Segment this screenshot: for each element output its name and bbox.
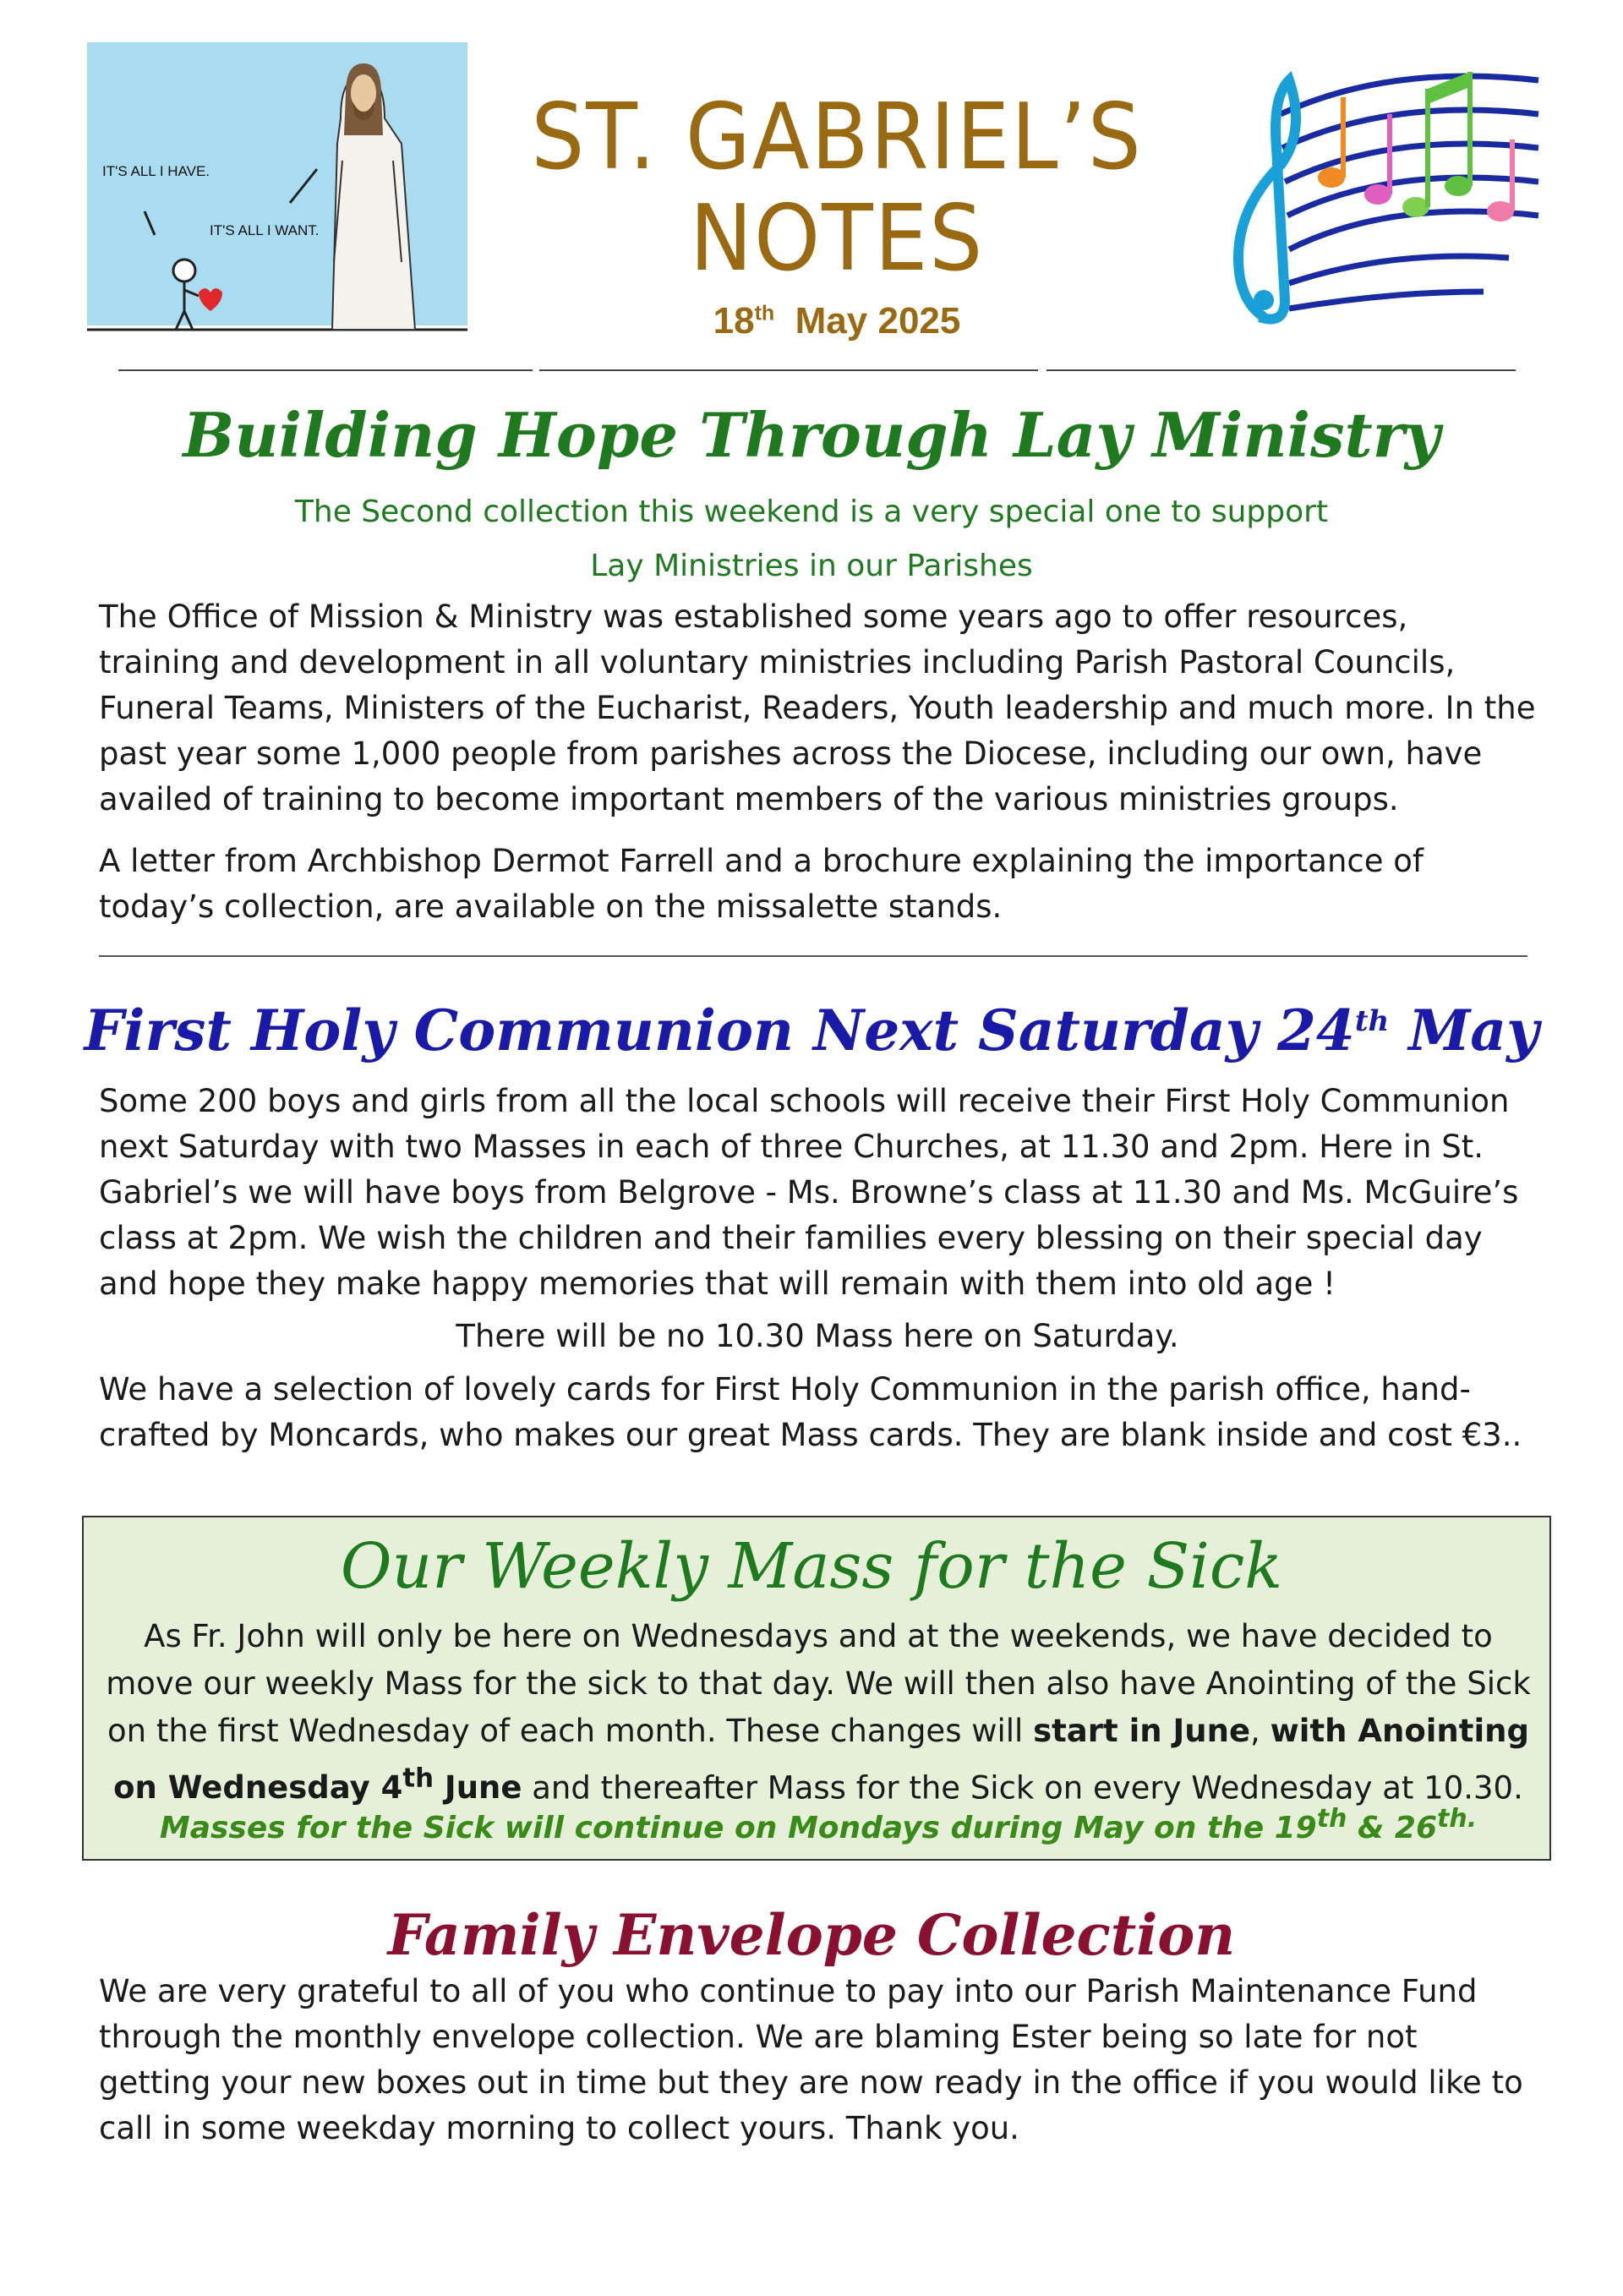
lay-ministry-paragraph-2: A letter from Archbishop Dermot Farrell and a brochure explaining the importance of today’s collection, are available on the missalette stands. [99,843,1424,925]
sick-mass-body-comma: , [1250,1713,1271,1749]
lay-ministry-paragraph-1: The Office of Mission & Ministry was established some years ago to offer resources, training and development in all voluntary ministries including Parish Pastoral Councils, Funeral Teams, Ministers of the Eucharist, Readers, Youth leadership and much more. In the past year some 1,000 people from parishes across the Diocese, including our own, have availed of training to become important members of the various ministries groups. [99,599,1536,817]
music-notes-illustration [1205,46,1543,338]
date-rest: May 2025 [795,300,961,342]
sick-mass-note-sup-1: th [1316,1804,1347,1834]
sick-mass-anointing-sup: th [402,1763,434,1794]
date-suffix: th [754,301,775,325]
header-divider-center [539,369,1038,371]
envelope-paragraph: We are very grateful to all of you who continue to pay into our Parish Maintenance Fund through the monthly envelope collection. We are blaming Ester being so late for not getting your new boxes out in time but they are now ready in the office if you would like to call in some weekday morning to collect yours. Thank you. [99,1973,1523,2146]
lay-ministry-subtitle-line1: The Second collection this weekend is a very special one to support [294,495,1329,529]
section-divider [99,955,1527,957]
sick-mass-note-mid: & 26 [1347,1811,1437,1845]
communion-paragraph-2: We have a selection of lovely cards for First Holy Communion in the parish office, hand-crafted by Moncards, who makes our great Mass cards. They are blank inside and cost €3.. [99,1371,1522,1453]
envelope-heading: Family Envelope Collection [387,1902,1236,1968]
cartoon-jesus-illustration [87,42,467,340]
sick-mass-body [100,1613,1537,1812]
issue-date [473,300,1200,342]
newsletter-title-line2: NOTES [689,186,985,292]
sick-mass-anointing-month: June [434,1769,522,1807]
sick-mass-note-sup-2: th. [1437,1804,1478,1834]
sick-mass-note [100,1804,1537,1845]
header-divider-left [118,369,533,371]
communion-heading-text: First Holy Communion Next Saturday 24 [84,998,1355,1063]
lay-ministry-heading: Building Hope Through Lay Ministry [183,399,1440,471]
communion-paragraph-1: Some 200 boys and girls from all the local schools will receive their First Holy Communion next Saturday with two Masses in each of three Churches, at 11.30 and 2pm. Here in St. Gabriel’s we will have boys from Belgrove - Ms. Browne’s class at 11.30 and Ms. McGuire’s class at 2pm. We wish the children and their families every blessing on their special day and hope they make happy memories that will remain with them into old age ! [99,1083,1519,1302]
communion-heading [0,998,1623,1063]
communion-heading-sup: th [1354,1004,1390,1038]
sick-mass-body-text-2: and thereafter Mass for the Sick on every Wednesday at 10.30. [522,1769,1523,1807]
communion-heading-month: May [1389,998,1539,1063]
date-day: 18 [713,300,755,342]
lay-ministry-subtitle [0,485,1623,593]
header-divider-right [1046,369,1516,371]
sick-mass-anointing-text: with Anointing on Wednesday 4 [113,1713,1529,1807]
cartoon-caption-2: IT'S ALL I WANT. [210,222,320,238]
sick-mass-heading: Our Weekly Mass for the Sick [340,1530,1283,1603]
communion-notice: There will be no 10.30 Mass here on Saturday. [456,1318,1179,1354]
newsletter-title-line1: ST. GABRIEL’S [531,85,1143,190]
lay-ministry-subtitle-line2: Lay Ministries in our Parishes [590,549,1033,583]
cartoon-caption-1: IT'S ALL I HAVE. [102,163,210,179]
sick-mass-start-date: start in June [1033,1713,1251,1749]
sick-mass-note-text: Masses for the Sick will continue on Mondays during May on the 19 [159,1811,1317,1845]
sick-mass-body-text-1: As Fr. John will only be here on Wednesdays and at the weekends, we have decided to move our weekly Mass for the sick to that day. We will then also have Anointing of the Sick on the first Wednesday of each month. These changes will [106,1618,1531,1749]
